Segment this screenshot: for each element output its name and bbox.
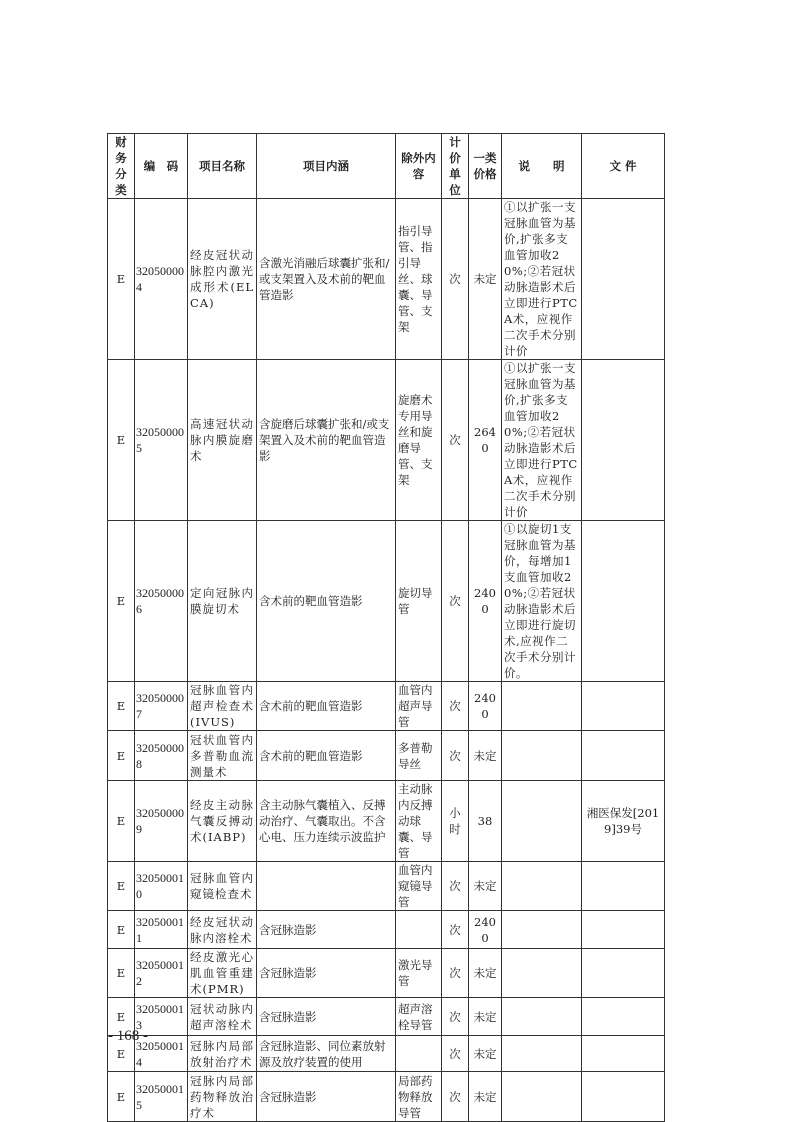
cell-code: 320500014 <box>135 1036 188 1072</box>
cell-excluded: 主动脉内反搏动球囊、导管 <box>396 781 442 862</box>
cell-item-name: 经皮激光心肌血管重建术(PMR) <box>188 949 257 998</box>
cell-category: E <box>108 781 135 862</box>
cell-document <box>582 911 665 949</box>
cell-price: 未定 <box>469 731 502 781</box>
cell-category: E <box>108 199 135 360</box>
cell-excluded: 激光导管 <box>396 949 442 998</box>
cell-item-name: 冠脉内局部放射治疗术 <box>188 1036 257 1072</box>
cell-code: 320500006 <box>135 521 188 682</box>
cell-excluded: 多普勒导丝 <box>396 731 442 781</box>
cell-unit: 次 <box>442 911 469 949</box>
cell-code: 320500005 <box>135 360 188 521</box>
cell-item-name: 经皮冠状动脉内溶栓术 <box>188 911 257 949</box>
cell-item-name: 冠脉血管内窥镜检查术 <box>188 862 257 911</box>
table-row <box>108 1072 665 1122</box>
table-row <box>108 199 665 360</box>
cell-price: 未定 <box>469 862 502 911</box>
header-document: 文 件 <box>582 134 665 199</box>
cell-note: ①以扩张一支冠脉血管为基价,扩张多支血管加收20%;②若冠状动脉造影术后立即进行PTCA术，应视作二次手术分别计价 <box>502 360 582 521</box>
cell-price: 未定 <box>469 949 502 998</box>
cell-note: ①以旋切1支冠脉血管为基价，每增加1支血管加收20%;②若冠状动脉造影术后立即进行旋切术,应视作二次手术分别计价。 <box>502 521 582 682</box>
cell-document <box>582 1072 665 1122</box>
cell-content: 含冠脉造影、同位素放射源及放疗装置的使用 <box>257 1036 396 1072</box>
header-unit: 计价单位 <box>442 134 469 199</box>
cell-document <box>582 521 665 682</box>
cell-unit: 次 <box>442 682 469 731</box>
cell-price: 2640 <box>469 360 502 521</box>
cell-document <box>582 731 665 781</box>
cell-unit: 小时 <box>442 781 469 862</box>
cell-note: ①以扩张一支冠脉血管为基价,扩张多支血管加收20%;②若冠状动脉造影术后立即进行PTCA术，应视作二次手术分别计价 <box>502 199 582 360</box>
cell-excluded <box>396 911 442 949</box>
table-row <box>108 911 665 949</box>
cell-note <box>502 862 582 911</box>
cell-content: 含主动脉气囊植入、反搏动治疗、气囊取出。不含心电、压力连续示波监护 <box>257 781 396 862</box>
cell-category: E <box>108 521 135 682</box>
cell-code: 320500007 <box>135 682 188 731</box>
cell-price: 2400 <box>469 682 502 731</box>
cell-document <box>582 1036 665 1072</box>
cell-excluded: 指引导管、指引导丝、球囊、导管、支架 <box>396 199 442 360</box>
cell-code: 320500011 <box>135 911 188 949</box>
cell-note <box>502 911 582 949</box>
header-code: 编 码 <box>135 134 188 199</box>
cell-excluded <box>396 1036 442 1072</box>
cell-category: E <box>108 998 135 1036</box>
table-row <box>108 998 665 1036</box>
cell-unit: 次 <box>442 199 469 360</box>
cell-note <box>502 781 582 862</box>
cell-excluded: 旋磨术专用导丝和旋磨导管、支架 <box>396 360 442 521</box>
table-row <box>108 521 665 682</box>
header-excluded: 除外内容 <box>396 134 442 199</box>
cell-excluded: 局部药物释放导管 <box>396 1072 442 1122</box>
cell-price: 2400 <box>469 521 502 682</box>
cell-document: 湘医保发[2019]39号 <box>582 781 665 862</box>
cell-category: E <box>108 682 135 731</box>
header-note: 说 明 <box>502 134 582 199</box>
cell-content: 含术前的靶血管造影 <box>257 682 396 731</box>
price-table <box>107 133 665 1122</box>
cell-price: 未定 <box>469 1036 502 1072</box>
cell-content: 含术前的靶血管造影 <box>257 731 396 781</box>
cell-unit: 次 <box>442 998 469 1036</box>
cell-unit: 次 <box>442 1036 469 1072</box>
cell-content: 含冠脉造影 <box>257 949 396 998</box>
cell-content: 含激光消融后球囊扩张和/或支架置入及术前的靶血管造影 <box>257 199 396 360</box>
cell-category: E <box>108 911 135 949</box>
cell-note <box>502 1072 582 1122</box>
cell-unit: 次 <box>442 949 469 998</box>
cell-item-name: 经皮主动脉气囊反搏动术(IABP) <box>188 781 257 862</box>
header-content: 项目内涵 <box>257 134 396 199</box>
cell-content: 含冠脉造影 <box>257 911 396 949</box>
cell-category: E <box>108 862 135 911</box>
cell-excluded: 超声溶栓导管 <box>396 998 442 1036</box>
cell-code: 320500010 <box>135 862 188 911</box>
table-row <box>108 862 665 911</box>
header-price: 一类价格 <box>469 134 502 199</box>
table-row <box>108 682 665 731</box>
cell-content: 含术前的靶血管造影 <box>257 521 396 682</box>
table-header-row <box>108 134 665 199</box>
cell-category: E <box>108 1036 135 1072</box>
cell-price: 未定 <box>469 998 502 1036</box>
header-category: 财务分类 <box>108 134 135 199</box>
cell-category: E <box>108 731 135 781</box>
cell-unit: 次 <box>442 521 469 682</box>
cell-code: 320500013 <box>135 998 188 1036</box>
cell-unit: 次 <box>442 862 469 911</box>
cell-note <box>502 682 582 731</box>
cell-document <box>582 360 665 521</box>
cell-excluded: 血管内窥镜导管 <box>396 862 442 911</box>
table-row <box>108 1036 665 1072</box>
table-row <box>108 949 665 998</box>
cell-document <box>582 998 665 1036</box>
cell-item-name: 冠状动脉内超声溶栓术 <box>188 998 257 1036</box>
cell-note <box>502 1036 582 1072</box>
table-row <box>108 731 665 781</box>
cell-content: 含冠脉造影 <box>257 1072 396 1122</box>
cell-unit: 次 <box>442 1072 469 1122</box>
cell-category: E <box>108 949 135 998</box>
page-number: - 168 - <box>108 1028 148 1044</box>
cell-price: 未定 <box>469 1072 502 1122</box>
cell-price: 38 <box>469 781 502 862</box>
cell-document <box>582 199 665 360</box>
cell-document <box>582 862 665 911</box>
cell-content: 含冠脉造影 <box>257 998 396 1036</box>
cell-note <box>502 731 582 781</box>
cell-code: 320500012 <box>135 949 188 998</box>
cell-item-name: 高速冠状动脉内膜旋磨术 <box>188 360 257 521</box>
cell-content: 含旋磨后球囊扩张和/或支架置入及术前的靶血管造影 <box>257 360 396 521</box>
cell-item-name: 冠脉内局部药物释放治疗术 <box>188 1072 257 1122</box>
cell-excluded: 血管内超声导管 <box>396 682 442 731</box>
table-row <box>108 360 665 521</box>
cell-document <box>582 949 665 998</box>
cell-unit: 次 <box>442 360 469 521</box>
cell-code: 320500009 <box>135 781 188 862</box>
cell-content <box>257 862 396 911</box>
cell-category: E <box>108 360 135 521</box>
cell-item-name: 定向冠脉内膜旋切术 <box>188 521 257 682</box>
table-row <box>108 781 665 862</box>
cell-unit: 次 <box>442 731 469 781</box>
cell-price: 2400 <box>469 911 502 949</box>
cell-item-name: 冠脉血管内超声检查术(IVUS) <box>188 682 257 731</box>
cell-code: 320500015 <box>135 1072 188 1122</box>
cell-code: 320500004 <box>135 199 188 360</box>
cell-item-name: 经皮冠状动脉腔内激光成形术(ELCA) <box>188 199 257 360</box>
cell-note <box>502 998 582 1036</box>
cell-code: 320500008 <box>135 731 188 781</box>
cell-price: 未定 <box>469 199 502 360</box>
header-name: 项目名称 <box>188 134 257 199</box>
cell-excluded: 旋切导管 <box>396 521 442 682</box>
cell-document <box>582 682 665 731</box>
cell-item-name: 冠状血管内多普勒血流测量术 <box>188 731 257 781</box>
cell-category: E <box>108 1072 135 1122</box>
cell-note <box>502 949 582 998</box>
